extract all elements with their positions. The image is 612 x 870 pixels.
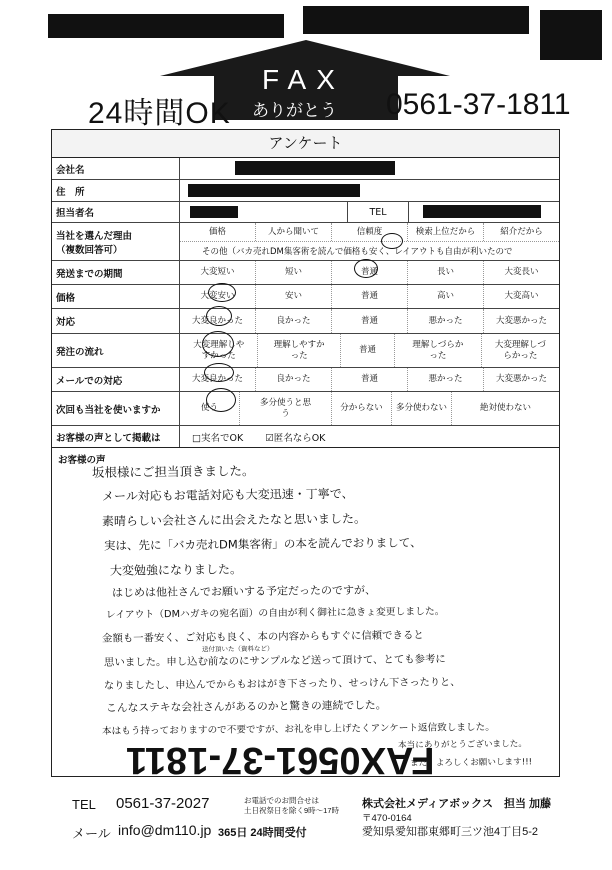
footer-zip: 〒470-0164 (362, 813, 412, 824)
rating-label: 価格 (52, 285, 180, 308)
voice-line: こんなステキな会社さんがあるのかと驚きの連続でした。 (105, 698, 387, 715)
thanks-label: ありがとう (252, 101, 337, 121)
reason-option[interactable]: 紹介だから (500, 226, 543, 237)
address-field[interactable] (180, 180, 559, 201)
footer-mail-label: メール (72, 826, 111, 841)
form-title: アンケート (52, 130, 559, 158)
tel-field[interactable] (409, 202, 559, 222)
company-field[interactable] (180, 158, 559, 179)
rating-option[interactable]: 多分使うと思う (240, 392, 332, 425)
rating-label: 対応 (52, 309, 180, 333)
rating-row (52, 309, 559, 334)
reason-sub: （複数回答可） (56, 244, 123, 256)
rating-option[interactable]: 普通 (332, 285, 408, 308)
reason-options (180, 223, 559, 242)
tel-label: TEL (348, 202, 409, 222)
rating-option[interactable]: 大変安い (180, 285, 256, 308)
voice-line: メール対応もお電話対応も大変迅速・丁寧で、 (101, 486, 354, 504)
reason-other[interactable] (180, 242, 559, 260)
rating-option[interactable]: 絶対使わない (479, 403, 531, 413)
company-label: 会社名 (52, 158, 180, 179)
rating-label: 次回も当社を使いますか (52, 392, 180, 425)
address-row (52, 180, 559, 202)
rating-option[interactable]: 大変理解しづらかった (494, 339, 546, 361)
address-label: 住 所 (52, 180, 180, 201)
rating-option[interactable]: 大変良かった (180, 368, 256, 391)
rating-option[interactable]: 理解しづらかった (395, 334, 481, 367)
person-row (52, 202, 559, 223)
publish-anon-checkbox[interactable]: ☑匿名ならOK (265, 432, 326, 444)
reason-other-handwritten: バカ売れDM集客術を読んで価格も安く、レイアウトも自由が利いたので (236, 247, 513, 257)
rating-option[interactable]: 悪かった (408, 368, 484, 391)
rating-option[interactable]: 大変短い (180, 261, 256, 284)
rating-option[interactable]: 大変長い (504, 267, 539, 277)
rating-label: メールでの対応 (52, 368, 180, 391)
selected-mark (206, 388, 236, 412)
selected-mark (208, 283, 236, 302)
footer-tel-hours: 土日祝祭日を除く9時〜17時 (244, 806, 340, 815)
rating-option[interactable]: 普通 (332, 368, 408, 391)
rating-option[interactable]: 分からない (332, 392, 392, 425)
selected-mark (206, 306, 232, 326)
voice-line: 思いました。申し込む前なのにサンプルなど送って頂けて、とても参考に (103, 653, 446, 669)
reason-other-label: その他（ (202, 247, 237, 257)
open-hours-text: 24時間OK (88, 97, 231, 130)
rating-label: 発注の流れ (52, 334, 180, 367)
rating-option[interactable]: 高い (408, 285, 484, 308)
footer-tel-label: TEL (72, 797, 96, 812)
rating-option[interactable]: 普通 (332, 261, 408, 284)
footer-mail[interactable]: info@dm110.jp (118, 822, 212, 838)
voice-line: 本はもう持っておりますので不要ですが、お礼を申し上げたくアンケート返信致しました。 (101, 721, 495, 738)
rating-row (52, 261, 559, 285)
reason-option[interactable]: 信頼度 (332, 223, 408, 241)
footer-contact: 担当 加藤 (504, 798, 552, 810)
rating-row (52, 368, 559, 392)
survey-form (51, 129, 560, 448)
selected-mark (204, 363, 234, 382)
fax-number: 0561-37-1811 (386, 88, 571, 121)
rating-option[interactable]: 短い (256, 261, 332, 284)
rating-label: 発送までの期間 (52, 261, 180, 284)
rating-option[interactable]: 普通 (341, 334, 395, 367)
rating-option[interactable]: 大変良かった (180, 309, 256, 333)
voice-line: なりましたし、申込んでからもおはがき下さったり、せっけん下さったりと、 (103, 677, 461, 692)
voice-title: お客様の声 (58, 455, 106, 466)
voice-line: 金額も一番安く、ご対応も良く、本の内容からもすぐに信頼できると (101, 629, 424, 645)
rating-option[interactable]: 大変高い (504, 291, 539, 301)
rating-option[interactable]: 大変理解しやすかった (180, 334, 258, 367)
reason-label-box (52, 223, 180, 260)
voice-line: 素晴らしい会社さんに出会えたなと思いました。 (101, 511, 367, 529)
voice-small-note: 送付頂いた（資料など） (201, 644, 274, 654)
selected-mark (202, 331, 234, 357)
redacted-block (190, 206, 238, 218)
person-label: 担当者名 (52, 202, 180, 222)
footer-tel-note: お電話でのお問合せは (244, 796, 319, 805)
mirrored-fax-number: FAX0561-37-1811 (126, 739, 435, 781)
publish-real-checkbox[interactable]: □実名でOK (192, 432, 244, 444)
rating-option[interactable]: 長い (408, 261, 484, 284)
footer-tel[interactable]: 0561-37-2027 (116, 795, 210, 812)
voice-line: 坂根様にご担当頂きました。 (91, 463, 255, 480)
redacted-block (235, 161, 395, 175)
rating-option[interactable]: 良かった (256, 368, 332, 391)
publish-label: お客様の声として掲載は (52, 426, 180, 447)
rating-option[interactable]: 大変悪かった (495, 315, 547, 326)
selected-mark (381, 233, 403, 249)
footer-address: 愛知県愛知郡東郷町三ツ池4丁目5-2 (362, 826, 539, 838)
person-field[interactable] (180, 202, 559, 222)
rating-option[interactable]: 普通 (332, 309, 408, 333)
voice-line: また、よろしくお願いします!!! (409, 757, 533, 769)
footer-mail-note: 365日 24時間受付 (218, 827, 307, 839)
rating-row (52, 285, 559, 309)
voice-line: 実は、先に「バカ売れDM集客術」の本を読んでおりまして、 (103, 535, 422, 553)
customer-voice-box (51, 447, 560, 777)
voice-line: レイアウト（DMハガキの宛名面）の自由が利く御社に急きょ変更しました。 (105, 606, 445, 621)
rating-option[interactable]: 多分使わない (392, 392, 452, 425)
reason-option[interactable]: 人から聞いて (256, 223, 332, 241)
rating-row (52, 334, 559, 368)
voice-line: 本当にありがとうございました。 (397, 739, 527, 751)
redacted-block (423, 205, 541, 218)
company-row (52, 158, 559, 180)
voice-line: はじめは他社さんでお願いする予定だったのですが、 (111, 583, 377, 600)
rating-row (52, 392, 559, 426)
rating-option[interactable]: 大変悪かった (495, 374, 547, 384)
reason-option[interactable]: 検索上位だから (408, 223, 484, 241)
rating-option[interactable]: 使う (180, 392, 240, 425)
selected-mark (354, 259, 378, 278)
reason-option[interactable]: 価格 (180, 223, 256, 241)
rating-option[interactable]: 良かった (256, 309, 332, 333)
fax-label: FAX (262, 64, 345, 95)
rating-option[interactable]: 悪かった (408, 309, 484, 333)
footer-company: 株式会社メディアボックス (362, 798, 494, 810)
reason-label: 当社を選んだ理由 (56, 230, 133, 242)
reason-row (52, 223, 559, 261)
redacted-block (188, 184, 360, 197)
rating-option[interactable]: 安い (256, 285, 332, 308)
publish-row (52, 426, 559, 447)
rating-option[interactable]: 理解しやすかった (258, 334, 340, 367)
voice-line: 大変勉強になりました。 (109, 562, 243, 578)
